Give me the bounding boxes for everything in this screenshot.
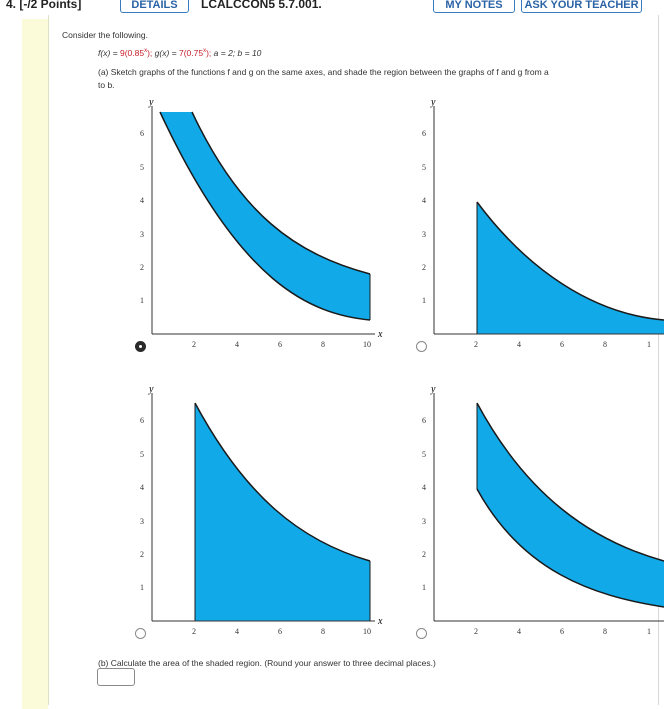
y-tick-label: 5: [140, 450, 144, 459]
left-margin-band: [22, 19, 48, 709]
x-tick-label: 8: [603, 627, 607, 636]
x-tick-label: 4: [517, 340, 521, 349]
y-tick-label: 1: [422, 296, 426, 305]
y-tick-label: 4: [140, 483, 144, 492]
y-tick-label: 3: [422, 517, 426, 526]
gx-exponent: x: [203, 48, 207, 55]
x-tick-label: 10: [363, 340, 371, 349]
y-tick-label: 6: [422, 129, 426, 138]
y-tick-label: 3: [140, 230, 144, 239]
x-tick-label: 1: [647, 340, 651, 349]
fx-exponent: x: [144, 48, 148, 55]
question-header: [0, 0, 664, 15]
my-notes-button[interactable]: MY NOTES: [433, 0, 515, 13]
bounds-text: a = 2; b = 10: [213, 48, 262, 58]
y-tick-label: 1: [140, 583, 144, 592]
x-tick-label: 8: [603, 340, 607, 349]
graph-option-1: [120, 94, 390, 354]
y-tick-label: 5: [422, 163, 426, 172]
part-b-text: (b) Calculate the area of the shaded region. (Round your answer to three decimal places.): [98, 658, 436, 668]
functions-line: [98, 48, 261, 58]
gx-value: 7(0.75: [178, 48, 204, 58]
x-tick-label: 8: [321, 340, 325, 349]
x-tick-label: 6: [560, 627, 564, 636]
y-tick-label: 4: [422, 483, 426, 492]
x-tick-label: 1: [647, 627, 651, 636]
y-tick-label: 2: [140, 263, 144, 272]
fx-value: 9(0.85: [119, 48, 145, 58]
y-tick-label: 1: [422, 583, 426, 592]
area-answer-input[interactable]: [97, 668, 135, 686]
x-tick-label: 10: [363, 627, 371, 636]
x-tick-label: 2: [192, 627, 196, 636]
radio-option-1[interactable]: [135, 341, 146, 352]
y-tick-label: 6: [422, 416, 426, 425]
gx-label: g(x) =: [154, 48, 179, 58]
y-axis-label: y: [149, 97, 154, 108]
y-tick-label: 3: [422, 230, 426, 239]
graph-option-2: [402, 94, 664, 354]
fx-label: f(x) =: [98, 48, 120, 58]
shaded-region: [477, 403, 664, 607]
shaded-region: [477, 202, 664, 334]
x-tick-label: 4: [517, 627, 521, 636]
x-tick-label: 8: [321, 627, 325, 636]
graph-option-4: [402, 381, 664, 641]
y-tick-label: 3: [140, 517, 144, 526]
part-a-line-1: (a) Sketch graphs of the functions f and g on the same axes, and shade the region between the graphs of f and g from a: [98, 67, 549, 77]
radio-option-3[interactable]: [135, 628, 146, 639]
y-tick-label: 6: [140, 416, 144, 425]
y-tick-label: 5: [422, 450, 426, 459]
y-axis-label: y: [431, 97, 436, 108]
y-tick-label: 2: [422, 263, 426, 272]
x-tick-label: 4: [235, 340, 239, 349]
part-a-line-2: to b.: [98, 80, 115, 90]
radio-option-4[interactable]: [416, 628, 427, 639]
intro-text: Consider the following.: [62, 30, 148, 40]
x-tick-label: 4: [235, 627, 239, 636]
ask-teacher-button[interactable]: ASK YOUR TEACHER: [521, 0, 642, 13]
x-tick-label: 2: [192, 340, 196, 349]
y-tick-label: 5: [140, 163, 144, 172]
shaded-region: [195, 403, 370, 621]
problem-code: LCALCCON5 5.7.001.: [201, 0, 322, 11]
y-tick-label: 4: [140, 196, 144, 205]
details-button[interactable]: DETAILS: [120, 0, 189, 13]
x-tick-label: 2: [474, 627, 478, 636]
x-tick-label: 2: [474, 340, 478, 349]
y-tick-label: 6: [140, 129, 144, 138]
question-number: 4. [-/2 Points]: [6, 0, 82, 11]
graph-option-3: [120, 381, 390, 641]
fx-close: );: [147, 48, 153, 58]
y-tick-label: 2: [422, 550, 426, 559]
x-tick-label: 6: [278, 627, 282, 636]
x-axis-label: x: [378, 616, 383, 627]
y-axis-label: y: [431, 384, 436, 395]
x-tick-label: 6: [560, 340, 564, 349]
x-tick-label: 6: [278, 340, 282, 349]
radio-option-2[interactable]: [416, 341, 427, 352]
y-tick-label: 4: [422, 196, 426, 205]
y-tick-label: 1: [140, 296, 144, 305]
x-axis-label: x: [378, 329, 383, 340]
shaded-region: [160, 112, 370, 320]
y-axis-label: y: [149, 384, 154, 395]
y-tick-label: 2: [140, 550, 144, 559]
gx-close: );: [206, 48, 212, 58]
